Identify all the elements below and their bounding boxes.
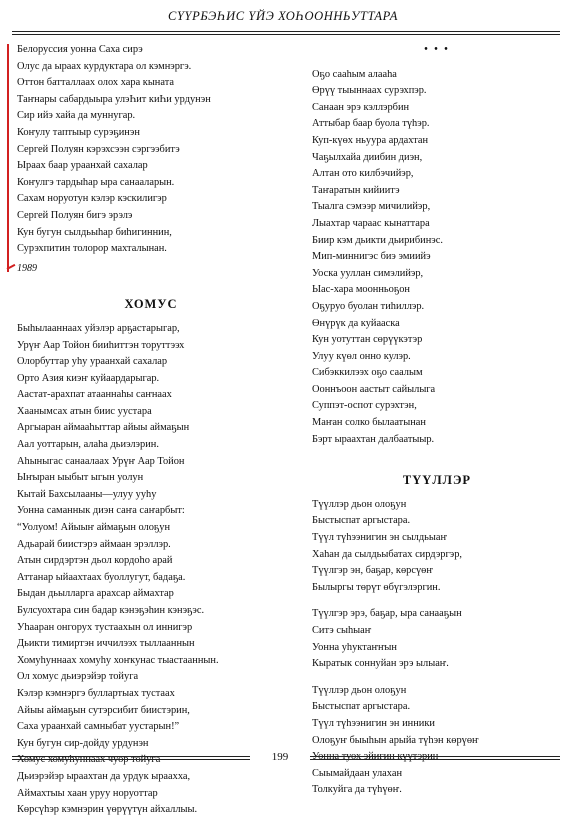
verse-line: Сыымайдаан улахан xyxy=(312,767,403,779)
running-title: СҮҮРБЭҺИС ҮЙЭ ХОҺООННЬУТТАРА xyxy=(168,9,398,23)
poem-khomus xyxy=(17,321,285,819)
verse-line: Сахам норуотун кэлэр кэскилигэр xyxy=(17,193,167,205)
verse-line: Көрсүhэр кэмнэрин үөрүүтүн айхаллыы. xyxy=(17,804,198,816)
verse-line: Лыахтар чараас кынаттара xyxy=(312,217,430,229)
page-header xyxy=(0,6,566,30)
verse-line: Таҥнары сабардыыра улэҺит киҺи урдунэн xyxy=(17,93,211,105)
header-rule-top xyxy=(12,31,560,32)
poem-untitled xyxy=(312,67,562,449)
verse-line xyxy=(17,752,285,769)
verse-line: Түүлгэр эн, баҕар, көрсүөҥ xyxy=(312,565,433,577)
poem-tuullar-stanza-3 xyxy=(312,683,562,799)
verse-line: Ыҥыран ыыбыт ыгын уолун xyxy=(17,472,144,484)
verse-line: Дьиэрэйэр ыраахтан да урдук ыраахха, xyxy=(17,770,191,782)
verse-line: Сибэккилээх оҕо саалым xyxy=(312,367,423,379)
verse-line: Коҥулу таптыыр сурэҕинэн xyxy=(17,126,140,138)
verse-line: Саха ураанхай самныбат уустарын!” xyxy=(17,721,180,733)
verse-line: Коҥулгэ тардыhар ыра санааларын. xyxy=(17,176,175,188)
verse-line: Бэрт ыраахтан далбаатыыр. xyxy=(312,433,435,445)
verse-line: Былыргы төрүт өбүгэлэргин. xyxy=(312,581,441,593)
verse-line: Чаҕылхайа диибин диэн, xyxy=(312,151,423,163)
verse-line: Кыратык соннуйан эрэ ылыаҥ. xyxy=(312,658,449,670)
verse-line: Адьарай биистэрэ аймаан эрэллэр. xyxy=(17,538,171,550)
verse-line: Түүллэр дьон олоҕун xyxy=(312,498,407,510)
verse-line: Алтан ото килбэчийэр, xyxy=(312,168,414,180)
poem-ending xyxy=(17,42,285,277)
poem-title-khomus: ХОМУС xyxy=(124,297,178,312)
verse-line: Белоруссия уонна Саха сирэ xyxy=(17,44,143,55)
right-column xyxy=(312,42,562,799)
verse-line: Быстыспат аргыстара. xyxy=(312,515,411,527)
verse-line: Толкуйга да түhүөҥ. xyxy=(312,784,402,796)
verse-line: Уонна уhуктаҥҥын xyxy=(312,641,397,653)
verse-line: Аймахтыы хаан уруу норуоттар xyxy=(17,787,158,799)
verse-line: Кун бугун сир-дойду урдунэн xyxy=(17,737,149,749)
verse-line: Уhааран онгорух тустаахын ол иннигэр xyxy=(17,621,193,633)
verse-line: Маҥан солко былаатынан xyxy=(312,417,426,429)
verse-line: Өрүү тыыннаах сурэхпэр. xyxy=(312,85,427,97)
page-number: 199 xyxy=(271,751,289,763)
verse-line: Дьикти тимиртэн иччилээх тыллааннын xyxy=(17,638,195,650)
verse-line: Аал уоттарын, алаhа дьиэлэрин. xyxy=(17,439,159,451)
verse-line: Таҥаратын кийиитэ xyxy=(312,184,400,196)
verse-line: Тыалга сэмээр мичилийэр, xyxy=(312,201,431,213)
verse-line: Хомуhуннаах хомуhу хоҥкунас тыастааннын. xyxy=(17,654,219,666)
verse-line: Кытай Бахсылааны—улуу ууhу xyxy=(17,488,157,500)
verse-line: Сир ийэ хайа да муннугар. xyxy=(17,110,136,122)
margin-bracket xyxy=(7,44,9,272)
verse-line: Кун бугун сылдьыhар биhигиннин, xyxy=(17,226,172,238)
verse-line: Аастат-арахпат атааннаhы саҥнаах xyxy=(17,389,172,401)
verse-line: Хаhан да сылдьыбатах сирдэргэр, xyxy=(312,548,463,560)
verse-line: Олус да ыраах курдуктара ол кэмнэргэ. xyxy=(17,60,192,72)
verse-line: Аттыбар баар буола түhэр. xyxy=(312,118,430,130)
poem-title-tuullar: ТҮҮЛЛЭР xyxy=(402,473,472,488)
verse-line: Ыас-хара моонньоҕон xyxy=(312,284,410,296)
verse-line: “Уолуом! Айыыҥ аймаҕын олоҕун xyxy=(17,522,171,534)
footer-rule-right-1 xyxy=(310,756,560,757)
verse-line: Кэлэр кэмнэргэ буллартыах тустаах xyxy=(17,687,175,699)
verse-line: Урүҥ Аар Тойон бииhиттэн торуттээх xyxy=(17,339,185,351)
verse-line: Өнүрүк да куйааска xyxy=(312,317,400,329)
verse-line: Айыы аймаҕын сутэрсибит биистэрин, xyxy=(17,704,190,716)
verse-line: Уонна саманнык диэн саҥа саҥарбыт: xyxy=(17,505,185,517)
footer-rule-left-1 xyxy=(12,756,250,757)
verse-line: Суппэт-оспот сурэхтэн, xyxy=(312,400,417,412)
verse-line: Уоска ууллан симэлийэр, xyxy=(312,267,424,279)
footer-rule-right-2 xyxy=(310,759,560,760)
left-column xyxy=(17,42,285,819)
verse-line: Биир кэм дьикти дьирибинэс. xyxy=(312,234,443,246)
verse-line: Куп-күөх ньуура ардахтан xyxy=(312,134,429,146)
verse-line: Санаан эрэ кэллэрбин xyxy=(312,101,410,113)
verse-line: Аттанар ыйаахтаах буоллугут, бадаҕа. xyxy=(17,571,186,583)
verse-line: Орто Азия киэҥ куйаардарыгар. xyxy=(17,372,160,384)
footer-rule-left-2 xyxy=(12,759,250,760)
verse-line: Атын сирдэртэн дьол кордоhо арай xyxy=(17,555,173,567)
verse-line: Түүл түhээнигин эн сылдьыаҥ xyxy=(312,532,447,544)
verse-line: Сергей Полуян бигэ эрэлэ xyxy=(17,209,133,221)
verse-line: Түүл түhээнигин эн инники xyxy=(312,717,435,729)
verse-line: Оҕуруо буолан тиhиллэр. xyxy=(312,300,425,312)
verse-line: Ол хомус дьиэрэйэр тойуга xyxy=(17,671,139,683)
verse-line: Олорбуттар уhу ураанхай сахалар xyxy=(17,356,168,368)
verse-line: Быhылааннаах уйэлэр арҕастарыгар, xyxy=(17,322,180,334)
poem-date: 1989 xyxy=(17,262,37,274)
poem-tuullar-stanza-2 xyxy=(312,606,562,672)
verse-line: Улуу күөл онно кулэр. xyxy=(312,350,411,362)
verse-line: Сурэхпитин толорор махталынан. xyxy=(17,243,167,255)
verse-line: Түүллэр дьон олоҕун xyxy=(312,684,407,696)
verse-line: Аргыарaн аймааhыттар айыы аймаҕын xyxy=(17,422,190,434)
verse-line: Ооннъоон аастыт сайылыга xyxy=(312,383,436,395)
verse-line: Оҕо сааhым алааhа xyxy=(312,68,397,80)
verse-line: Быдан дьылларга арахсар аймахтар xyxy=(17,588,174,600)
verse-line: Быстыспат аргыстара. xyxy=(312,701,411,713)
verse-line: Хаанымсах атын биис уустара xyxy=(17,405,152,417)
verse-line: Аhыныгас санаалаах Урүҥ Аар Тойон xyxy=(17,455,185,467)
header-rule-bottom xyxy=(12,34,560,35)
verse-line: Булсуохтара син бадар кэнэҕэhин кэнэҕэс. xyxy=(17,605,205,616)
verse-line: Кун уотуттан сөрүүкэтэр xyxy=(312,334,423,346)
verse-line: Ыраах баар ураанхай сахалар xyxy=(17,160,148,172)
section-separator: • • • xyxy=(424,44,450,55)
verse-line xyxy=(312,749,562,766)
poem-tuullar-stanza-1 xyxy=(312,497,562,597)
verse-line: Сергей Полуян кэрэхсээн сэргээбитэ xyxy=(17,143,180,155)
verse-line: Мип-миннигэс биэ эмиийэ xyxy=(312,251,431,263)
verse-line: Олоҕуҥ быыhын арыйа түhэн көрүөҥ xyxy=(312,734,479,746)
verse-line: Оттон батталлаах олох хара кыната xyxy=(17,77,174,89)
verse-line: Түүлгэр эрэ, баҕар, ыра санааҕын xyxy=(312,608,462,620)
verse-line: Ситэ сыhыаҥ xyxy=(312,625,372,636)
